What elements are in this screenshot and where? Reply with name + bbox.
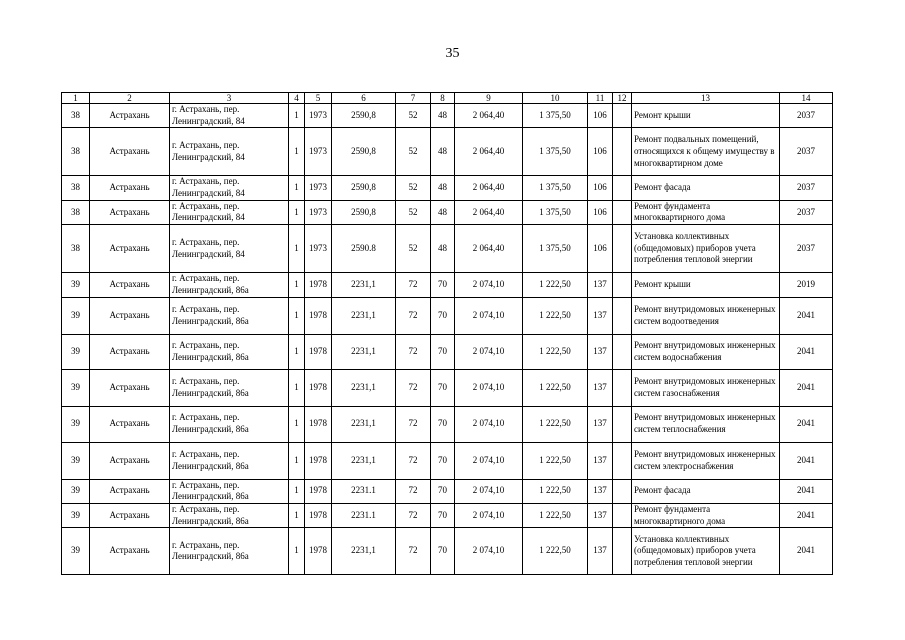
address-cell: г. Астрахань, пер. Ленинградский, 84 bbox=[170, 176, 289, 200]
col9-cell: 2 064,40 bbox=[455, 128, 523, 176]
col8-cell: 48 bbox=[431, 104, 455, 128]
year-planned-cell: 2019 bbox=[780, 273, 833, 297]
col12-cell bbox=[613, 176, 632, 200]
table-row bbox=[62, 503, 833, 527]
buildings-cell: 1 bbox=[289, 442, 305, 479]
address-cell: г. Астрахань, пер. Ленинградский, 84 bbox=[170, 128, 289, 176]
address-cell: г. Астрахань, пер. Ленинградский, 84 bbox=[170, 200, 289, 224]
area-cell: 2231.1 bbox=[332, 479, 396, 503]
col8-cell: 70 bbox=[431, 369, 455, 406]
col8-cell: 48 bbox=[431, 225, 455, 273]
table-row bbox=[62, 528, 833, 575]
col11-cell: 106 bbox=[588, 176, 613, 200]
area-cell: 2231,1 bbox=[332, 273, 396, 297]
year-cell: 1978 bbox=[305, 503, 332, 527]
col11-cell: 137 bbox=[588, 369, 613, 406]
address-cell: г. Астрахань, пер. Ленинградский, 84 bbox=[170, 104, 289, 128]
col9-cell: 2 074,10 bbox=[455, 273, 523, 297]
year-planned-cell: 2041 bbox=[780, 442, 833, 479]
city-cell: Астрахань bbox=[90, 200, 170, 224]
table-row bbox=[62, 176, 833, 200]
row-number-cell: 39 bbox=[62, 273, 90, 297]
column-number-cell: 1 bbox=[62, 93, 90, 104]
year-planned-cell: 2041 bbox=[780, 334, 833, 369]
col10-cell: 1 222,50 bbox=[523, 503, 588, 527]
col9-cell: 2 074,10 bbox=[455, 503, 523, 527]
col9-cell: 2 064,40 bbox=[455, 104, 523, 128]
address-cell: г. Астрахань, пер. Ленинградский, 86а bbox=[170, 273, 289, 297]
table-row bbox=[62, 225, 833, 273]
buildings-cell: 1 bbox=[289, 176, 305, 200]
col10-cell: 1 375,50 bbox=[523, 225, 588, 273]
year-planned-cell: 2037 bbox=[780, 176, 833, 200]
table-row bbox=[62, 479, 833, 503]
col12-cell bbox=[613, 200, 632, 224]
city-cell: Астрахань bbox=[90, 479, 170, 503]
work-type-cell: Установка коллективных (общедомовых) приборов учета потребления тепловой энергии bbox=[632, 225, 780, 273]
buildings-cell: 1 bbox=[289, 334, 305, 369]
col10-cell: 1 222,50 bbox=[523, 528, 588, 575]
column-number-cell: 14 bbox=[780, 93, 833, 104]
address-cell: г. Астрахань, пер. Ленинградский, 86а bbox=[170, 442, 289, 479]
col7-cell: 72 bbox=[396, 503, 431, 527]
work-type-cell: Установка коллективных (общедомовых) приборов учета потребления тепловой энергии bbox=[632, 528, 780, 575]
col7-cell: 72 bbox=[396, 334, 431, 369]
column-number-cell: 13 bbox=[632, 93, 780, 104]
column-number-cell: 8 bbox=[431, 93, 455, 104]
col10-cell: 1 375,50 bbox=[523, 104, 588, 128]
buildings-cell: 1 bbox=[289, 128, 305, 176]
col9-cell: 2 074,10 bbox=[455, 442, 523, 479]
city-cell: Астрахань bbox=[90, 176, 170, 200]
col12-cell bbox=[613, 104, 632, 128]
city-cell: Астрахань bbox=[90, 406, 170, 442]
buildings-cell: 1 bbox=[289, 479, 305, 503]
col9-cell: 2 074,10 bbox=[455, 528, 523, 575]
address-cell: г. Астрахань, пер. Ленинградский, 86а bbox=[170, 297, 289, 334]
year-cell: 1973 bbox=[305, 200, 332, 224]
table-row bbox=[62, 369, 833, 406]
address-cell: г. Астрахань, пер. Ленинградский, 86а bbox=[170, 479, 289, 503]
buildings-cell: 1 bbox=[289, 297, 305, 334]
col7-cell: 72 bbox=[396, 528, 431, 575]
work-type-cell: Ремонт подвальных помещений, относящихся к общему имуществу в многоквартирном доме bbox=[632, 128, 780, 176]
city-cell: Астрахань bbox=[90, 128, 170, 176]
address-cell: г. Астрахань, пер. Ленинградский, 84 bbox=[170, 225, 289, 273]
col11-cell: 137 bbox=[588, 528, 613, 575]
city-cell: Астрахань bbox=[90, 225, 170, 273]
column-number-cell: 5 bbox=[305, 93, 332, 104]
area-cell: 2590,8 bbox=[332, 200, 396, 224]
col8-cell: 70 bbox=[431, 297, 455, 334]
area-cell: 2231,1 bbox=[332, 406, 396, 442]
city-cell: Астрахань bbox=[90, 297, 170, 334]
row-number-cell: 39 bbox=[62, 479, 90, 503]
row-number-cell: 38 bbox=[62, 128, 90, 176]
work-type-cell: Ремонт внутридомовых инженерных систем электроснабжения bbox=[632, 442, 780, 479]
col7-cell: 72 bbox=[396, 479, 431, 503]
work-type-cell: Ремонт фасада bbox=[632, 176, 780, 200]
column-number-cell: 2 bbox=[90, 93, 170, 104]
work-type-cell: Ремонт крыши bbox=[632, 273, 780, 297]
col12-cell bbox=[613, 297, 632, 334]
row-number-cell: 38 bbox=[62, 104, 90, 128]
column-number-cell: 6 bbox=[332, 93, 396, 104]
work-type-cell: Ремонт внутридомовых инженерных систем теплоснабжения bbox=[632, 406, 780, 442]
work-type-cell: Ремонт внутридомовых инженерных систем водоотведения bbox=[632, 297, 780, 334]
col8-cell: 70 bbox=[431, 528, 455, 575]
col8-cell: 70 bbox=[431, 442, 455, 479]
row-number-cell: 39 bbox=[62, 334, 90, 369]
address-cell: г. Астрахань, пер. Ленинградский, 86а bbox=[170, 334, 289, 369]
year-cell: 1978 bbox=[305, 334, 332, 369]
col12-cell bbox=[613, 225, 632, 273]
col11-cell: 106 bbox=[588, 200, 613, 224]
col12-cell bbox=[613, 442, 632, 479]
buildings-cell: 1 bbox=[289, 225, 305, 273]
year-planned-cell: 2037 bbox=[780, 104, 833, 128]
table-row bbox=[62, 200, 833, 224]
table-body bbox=[62, 93, 833, 575]
col11-cell: 137 bbox=[588, 273, 613, 297]
col7-cell: 72 bbox=[396, 406, 431, 442]
column-number-cell: 11 bbox=[588, 93, 613, 104]
area-cell: 2231,1 bbox=[332, 334, 396, 369]
row-number-cell: 39 bbox=[62, 442, 90, 479]
table-row bbox=[62, 273, 833, 297]
buildings-cell: 1 bbox=[289, 528, 305, 575]
col8-cell: 70 bbox=[431, 503, 455, 527]
work-type-cell: Ремонт крыши bbox=[632, 104, 780, 128]
area-cell: 2231,1 bbox=[332, 369, 396, 406]
city-cell: Астрахань bbox=[90, 369, 170, 406]
row-number-cell: 39 bbox=[62, 406, 90, 442]
address-cell: г. Астрахань, пер. Ленинградский, 86а bbox=[170, 406, 289, 442]
row-number-cell: 39 bbox=[62, 528, 90, 575]
year-cell: 1973 bbox=[305, 104, 332, 128]
table-row bbox=[62, 104, 833, 128]
table-row bbox=[62, 297, 833, 334]
area-cell: 2590.8 bbox=[332, 225, 396, 273]
col9-cell: 2 064,40 bbox=[455, 200, 523, 224]
table-row bbox=[62, 442, 833, 479]
col11-cell: 137 bbox=[588, 442, 613, 479]
buildings-cell: 1 bbox=[289, 200, 305, 224]
row-number-cell: 38 bbox=[62, 225, 90, 273]
year-planned-cell: 2041 bbox=[780, 406, 833, 442]
work-type-cell: Ремонт внутридомовых инженерных систем водоснабжения bbox=[632, 334, 780, 369]
col11-cell: 137 bbox=[588, 479, 613, 503]
col10-cell: 1 222,50 bbox=[523, 442, 588, 479]
year-planned-cell: 2041 bbox=[780, 503, 833, 527]
col7-cell: 72 bbox=[396, 442, 431, 479]
col12-cell bbox=[613, 528, 632, 575]
col7-cell: 52 bbox=[396, 200, 431, 224]
col11-cell: 137 bbox=[588, 334, 613, 369]
col10-cell: 1 222,50 bbox=[523, 273, 588, 297]
row-number-cell: 39 bbox=[62, 503, 90, 527]
col9-cell: 2 064,40 bbox=[455, 225, 523, 273]
col12-cell bbox=[613, 128, 632, 176]
year-cell: 1978 bbox=[305, 442, 332, 479]
col8-cell: 70 bbox=[431, 479, 455, 503]
col7-cell: 72 bbox=[396, 369, 431, 406]
col8-cell: 70 bbox=[431, 406, 455, 442]
col12-cell bbox=[613, 369, 632, 406]
area-cell: 2590,8 bbox=[332, 176, 396, 200]
area-cell: 2590,8 bbox=[332, 128, 396, 176]
col9-cell: 2 074,10 bbox=[455, 406, 523, 442]
year-cell: 1973 bbox=[305, 225, 332, 273]
col10-cell: 1 222,50 bbox=[523, 369, 588, 406]
work-type-cell: Ремонт фундамента многоквартирного дома bbox=[632, 200, 780, 224]
col9-cell: 2 074,10 bbox=[455, 297, 523, 334]
work-type-cell: Ремонт фундамента многоквартирного дома bbox=[632, 503, 780, 527]
col7-cell: 52 bbox=[396, 104, 431, 128]
page-number: 35 bbox=[445, 46, 460, 61]
year-cell: 1978 bbox=[305, 369, 332, 406]
year-cell: 1973 bbox=[305, 176, 332, 200]
col8-cell: 48 bbox=[431, 176, 455, 200]
col8-cell: 48 bbox=[431, 200, 455, 224]
buildings-cell: 1 bbox=[289, 273, 305, 297]
buildings-cell: 1 bbox=[289, 369, 305, 406]
year-cell: 1978 bbox=[305, 479, 332, 503]
col7-cell: 52 bbox=[396, 225, 431, 273]
row-number-cell: 38 bbox=[62, 200, 90, 224]
city-cell: Астрахань bbox=[90, 273, 170, 297]
col12-cell bbox=[613, 503, 632, 527]
col7-cell: 72 bbox=[396, 273, 431, 297]
col8-cell: 70 bbox=[431, 273, 455, 297]
col9-cell: 2 074,10 bbox=[455, 479, 523, 503]
row-number-cell: 39 bbox=[62, 297, 90, 334]
col10-cell: 1 375,50 bbox=[523, 128, 588, 176]
row-number-cell: 38 bbox=[62, 176, 90, 200]
col11-cell: 106 bbox=[588, 225, 613, 273]
col7-cell: 52 bbox=[396, 128, 431, 176]
col10-cell: 1 222,50 bbox=[523, 479, 588, 503]
col10-cell: 1 222,50 bbox=[523, 297, 588, 334]
year-cell: 1978 bbox=[305, 406, 332, 442]
column-number-cell: 12 bbox=[613, 93, 632, 104]
area-cell: 2231.1 bbox=[332, 503, 396, 527]
area-cell: 2231,1 bbox=[332, 442, 396, 479]
col8-cell: 48 bbox=[431, 128, 455, 176]
col9-cell: 2 064,40 bbox=[455, 176, 523, 200]
col11-cell: 137 bbox=[588, 503, 613, 527]
col11-cell: 137 bbox=[588, 406, 613, 442]
col7-cell: 52 bbox=[396, 176, 431, 200]
city-cell: Астрахань bbox=[90, 528, 170, 575]
row-number-cell: 39 bbox=[62, 369, 90, 406]
col11-cell: 106 bbox=[588, 104, 613, 128]
col10-cell: 1 222,50 bbox=[523, 334, 588, 369]
col12-cell bbox=[613, 406, 632, 442]
year-planned-cell: 2037 bbox=[780, 200, 833, 224]
year-planned-cell: 2041 bbox=[780, 297, 833, 334]
buildings-cell: 1 bbox=[289, 503, 305, 527]
col9-cell: 2 074,10 bbox=[455, 369, 523, 406]
col10-cell: 1 222,50 bbox=[523, 406, 588, 442]
col11-cell: 137 bbox=[588, 297, 613, 334]
work-type-cell: Ремонт фасада bbox=[632, 479, 780, 503]
column-number-cell: 4 bbox=[289, 93, 305, 104]
year-cell: 1973 bbox=[305, 128, 332, 176]
city-cell: Астрахань bbox=[90, 503, 170, 527]
area-cell: 2590,8 bbox=[332, 104, 396, 128]
column-number-cell: 3 bbox=[170, 93, 289, 104]
year-planned-cell: 2041 bbox=[780, 369, 833, 406]
year-cell: 1978 bbox=[305, 528, 332, 575]
year-planned-cell: 2041 bbox=[780, 528, 833, 575]
work-type-cell: Ремонт внутридомовых инженерных систем газоснабжения bbox=[632, 369, 780, 406]
city-cell: Астрахань bbox=[90, 442, 170, 479]
col7-cell: 72 bbox=[396, 297, 431, 334]
col9-cell: 2 074,10 bbox=[455, 334, 523, 369]
year-planned-cell: 2041 bbox=[780, 479, 833, 503]
column-number-cell: 10 bbox=[523, 93, 588, 104]
year-planned-cell: 2037 bbox=[780, 225, 833, 273]
area-cell: 2231,1 bbox=[332, 297, 396, 334]
address-cell: г. Астрахань, пер. Ленинградский, 86а bbox=[170, 528, 289, 575]
area-cell: 2231,1 bbox=[332, 528, 396, 575]
year-cell: 1978 bbox=[305, 297, 332, 334]
col12-cell bbox=[613, 334, 632, 369]
buildings-cell: 1 bbox=[289, 104, 305, 128]
column-number-row bbox=[62, 93, 833, 104]
col10-cell: 1 375,50 bbox=[523, 176, 588, 200]
col10-cell: 1 375,50 bbox=[523, 200, 588, 224]
table-row bbox=[62, 406, 833, 442]
table-row bbox=[62, 128, 833, 176]
buildings-cell: 1 bbox=[289, 406, 305, 442]
column-number-cell: 7 bbox=[396, 93, 431, 104]
table-row bbox=[62, 334, 833, 369]
col12-cell bbox=[613, 273, 632, 297]
address-cell: г. Астрахань, пер. Ленинградский, 86а bbox=[170, 369, 289, 406]
col11-cell: 106 bbox=[588, 128, 613, 176]
city-cell: Астрахань bbox=[90, 104, 170, 128]
year-planned-cell: 2037 bbox=[780, 128, 833, 176]
address-cell: г. Астрахань, пер. Ленинградский, 86а bbox=[170, 503, 289, 527]
city-cell: Астрахань bbox=[90, 334, 170, 369]
col8-cell: 70 bbox=[431, 334, 455, 369]
repair-schedule-table bbox=[61, 92, 833, 575]
year-cell: 1978 bbox=[305, 273, 332, 297]
col12-cell bbox=[613, 479, 632, 503]
column-number-cell: 9 bbox=[455, 93, 523, 104]
